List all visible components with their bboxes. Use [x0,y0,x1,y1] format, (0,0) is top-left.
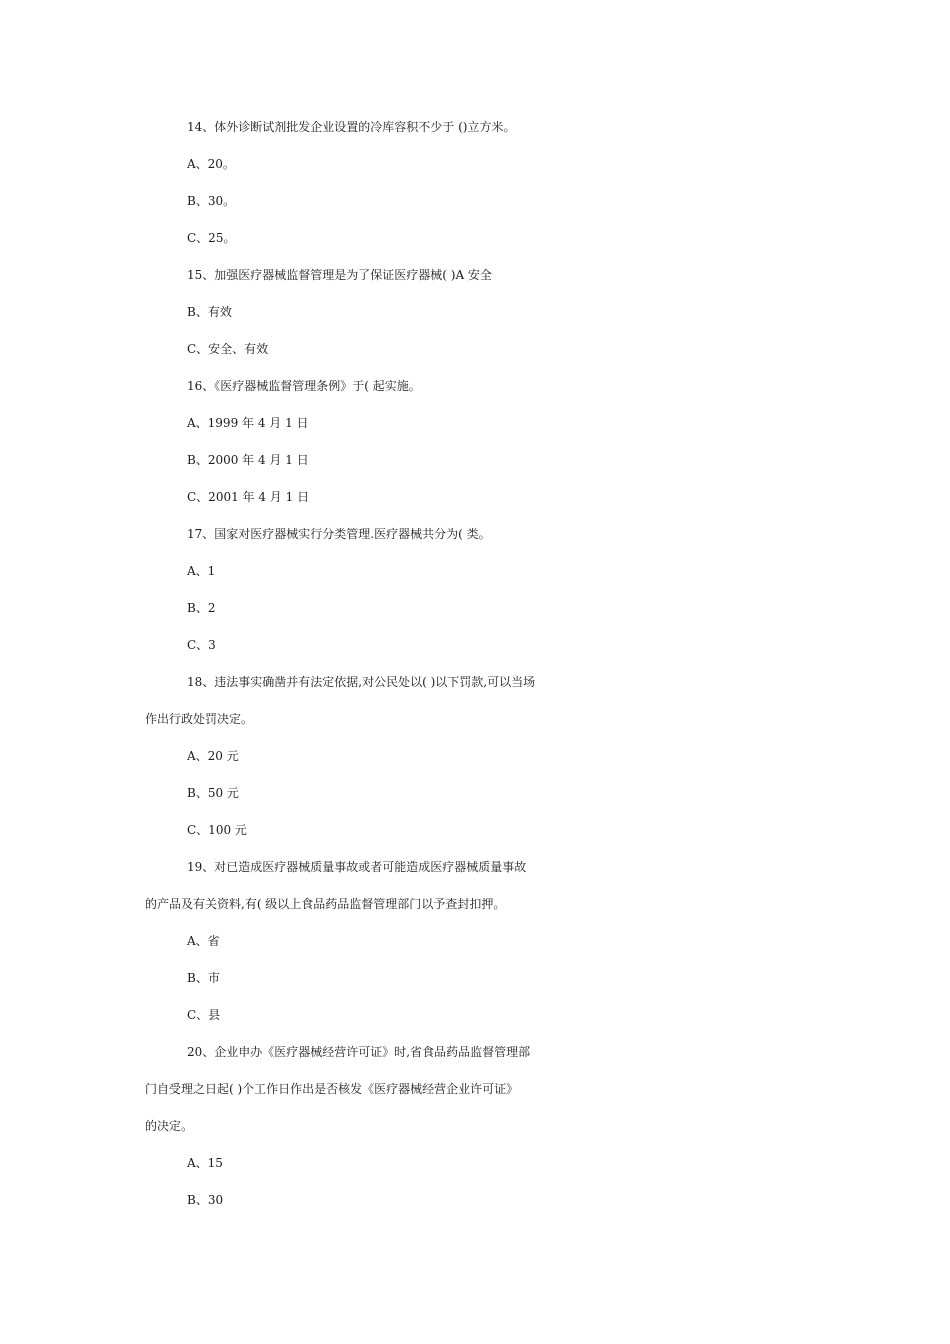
question-18: 18、违法事实确凿并有法定依据,对公民处以( )以下罚款,可以当场 [187,675,536,689]
option-16-b: B、2000 年 4 月 1 日 [187,453,309,467]
question-20-continued-1: 门自受理之日起( )个工作日作出是否核发《医疗器械经营企业许可证》 [145,1082,519,1096]
question-20: 20、企业申办《医疗器械经营许可证》时,省食品药品监督管理部 [187,1045,531,1059]
option-14-b: B、30。 [187,194,236,208]
question-20-continued-2: 的决定。 [145,1119,194,1133]
option-16-c: C、2001 年 4 月 1 日 [187,490,310,504]
question-18-continued: 作出行政处罚决定。 [145,712,254,726]
option-19-a: A、省 [187,934,220,948]
question-19: 19、对已造成医疗器械质量事故或者可能造成医疗器械质量事故 [187,860,527,874]
option-17-a: A、1 [187,564,216,578]
option-18-b: B、50 元 [187,786,239,800]
question-19-continued: 的产品及有关资料,有( 级以上食品药品监督管理部门以予查封扣押。 [145,897,506,911]
option-14-a: A、20。 [187,157,235,171]
question-15: 15、加强医疗器械监督管理是为了保证医疗器械( )A 安全 [187,268,492,282]
option-15-c: C、安全、有效 [187,342,269,356]
option-20-a: A、15 [187,1156,223,1170]
option-16-a: A、1999 年 4 月 1 日 [187,416,309,430]
option-19-c: C、县 [187,1008,221,1022]
option-14-c: C、25。 [187,231,236,245]
question-16: 16、《医疗器械监督管理条例》于( 起实施。 [187,379,421,393]
option-19-b: B、市 [187,971,220,985]
option-20-b: B、30 [187,1193,224,1207]
option-17-c: C、3 [187,638,216,652]
option-17-b: B、2 [187,601,216,615]
question-14: 14、体外诊断试剂批发企业设置的冷库容积不少于 ()立方米。 [187,120,516,134]
question-17: 17、国家对医疗器械实行分类管理.医疗器械共分为( 类。 [187,527,491,541]
option-15-b: B、有效 [187,305,232,319]
option-18-c: C、100 元 [187,823,247,837]
option-18-a: A、20 元 [187,749,239,763]
